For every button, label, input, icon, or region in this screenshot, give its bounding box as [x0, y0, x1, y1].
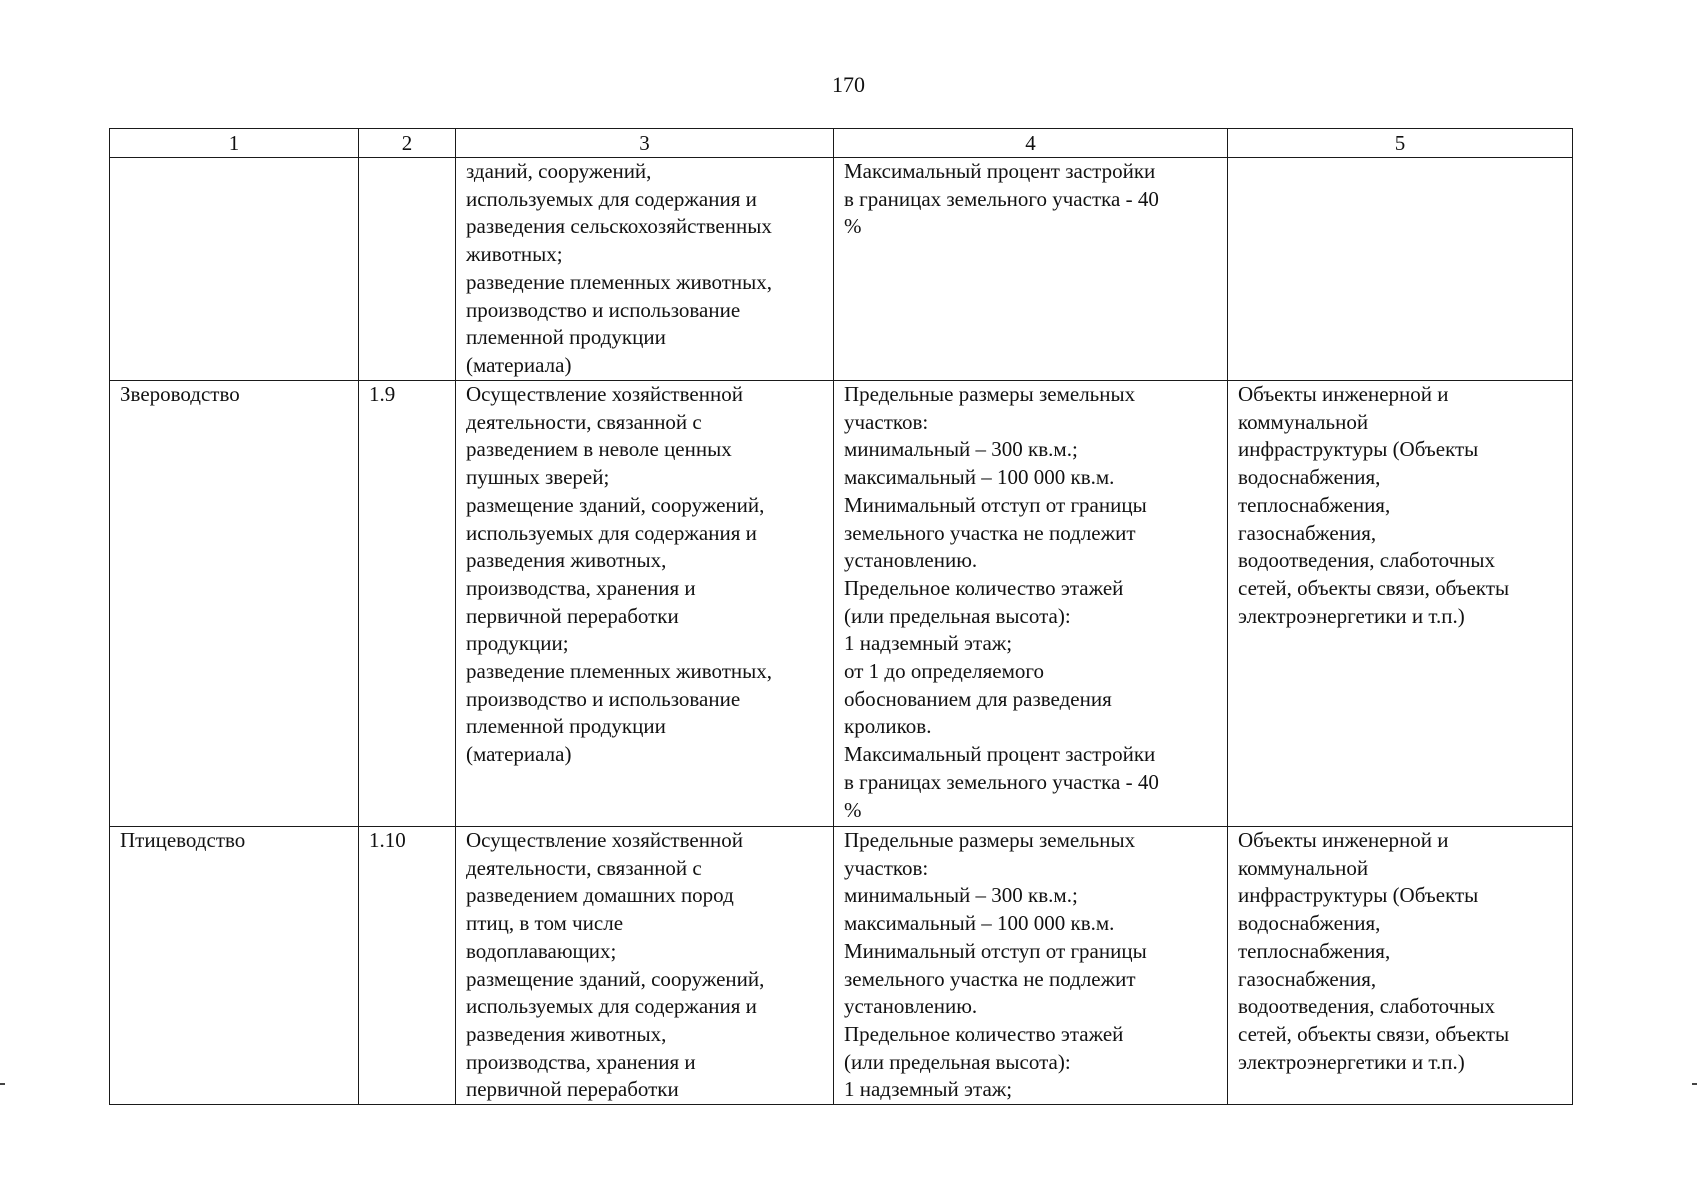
scan-margin-mark: [0, 1083, 5, 1085]
land-use-parameters-cell: Предельные размеры земельных участков: минимальный – 300 кв.м.; максимальный – 100 000 кв.м. Минимальный отступ от границы земельного участка не подлежит установлению. Предельное количество этажей (или предельная высота): 1 надземный этаж; от 1 до определяемого обоснованием для разведения кроликов. Максимальный процент застройки в границах земельного участка - 40 %: [834, 381, 1228, 827]
table-row-zverovodstvo: [110, 381, 1573, 827]
land-use-description-cell: Осуществление хозяйственной деятельности, связанной с разведением в неволе ценных пушных зверей; размещение зданий, сооружений, используемых для содержания и разведения животных, производства, хранения и первичной переработки продукции; разведение племенных животных, производство и использование племенной продукции (материала): [456, 381, 834, 827]
header-cell-5: 5: [1228, 129, 1573, 158]
land-use-name-cell: Звероводство: [110, 381, 359, 827]
land-use-description-cell: Осуществление хозяйственной деятельности, связанной с разведением домашних пород птиц, в том числе водоплавающих; размещение зданий, сооружений, используемых для содержания и разведения животных, производства, хранения и первичной переработки: [456, 827, 834, 1105]
land-use-auxiliary-cell: Объекты инженерной и коммунальной инфраструктуры (Объекты водоснабжения, теплоснабжения, газоснабжения, водоотведения, слаботочных сетей, объекты связи, объекты электроэнергетики и т.п.): [1228, 381, 1573, 827]
land-use-description-cell: зданий, сооружений, используемых для содержания и разведения сельскохозяйственных животных; разведение племенных животных, производство и использование племенной продукции (материала): [456, 158, 834, 381]
land-use-name-cell: [110, 158, 359, 381]
land-use-table: [109, 128, 1573, 1105]
header-cell-2: 2: [359, 129, 456, 158]
land-use-parameters-cell: Максимальный процент застройки в границах земельного участка - 40 %: [834, 158, 1228, 381]
page-number: 170: [832, 72, 865, 97]
scan-margin-mark: [1692, 1083, 1697, 1085]
land-use-name-cell: Птицеводство: [110, 827, 359, 1105]
table-row-continuation: [110, 158, 1573, 381]
header-cell-3: 3: [456, 129, 834, 158]
land-use-auxiliary-cell: [1228, 158, 1573, 381]
land-use-auxiliary-cell: Объекты инженерной и коммунальной инфраструктуры (Объекты водоснабжения, теплоснабжения, газоснабжения, водоотведения, слаботочных сетей, объекты связи, объекты электроэнергетики и т.п.): [1228, 827, 1573, 1105]
land-use-code-cell: 1.9: [359, 381, 456, 827]
header-cell-4: 4: [834, 129, 1228, 158]
land-use-code-cell: [359, 158, 456, 381]
header-cell-1: 1: [110, 129, 359, 158]
land-use-parameters-cell: Предельные размеры земельных участков: минимальный – 300 кв.м.; максимальный – 100 000 кв.м. Минимальный отступ от границы земельного участка не подлежит установлению. Предельное количество этажей (или предельная высота): 1 надземный этаж;: [834, 827, 1228, 1105]
table-row-pticevodstvo: [110, 827, 1573, 1105]
header-row: [110, 129, 1573, 158]
land-use-code-cell: 1.10: [359, 827, 456, 1105]
